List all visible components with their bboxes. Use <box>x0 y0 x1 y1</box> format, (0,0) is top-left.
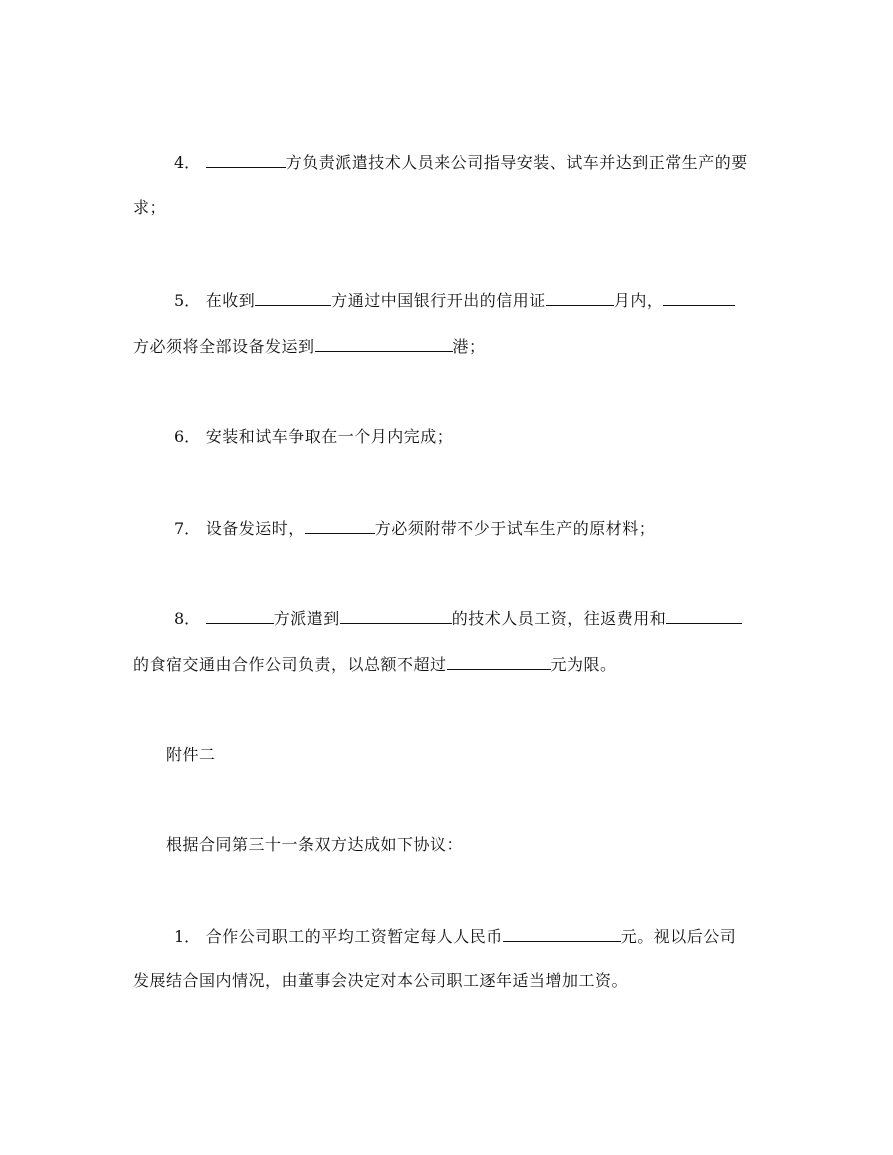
item-5-blank-party[interactable] <box>255 290 331 306</box>
item-8-blank-party[interactable] <box>206 608 274 624</box>
item-5-blank-port[interactable] <box>315 336 453 352</box>
appendix-item-1-text-b: 元。视以后公司 <box>620 927 737 946</box>
item-7-number: 7． <box>174 519 201 538</box>
item-5-text-a: 在收到 <box>205 291 256 310</box>
item-5-text-e: 港； <box>452 337 486 356</box>
appendix-intro <box>166 835 463 855</box>
item-5-blank-party-2[interactable] <box>663 290 735 306</box>
item-8-text-a: 方派遣到 <box>273 609 340 628</box>
item-5-line-1 <box>174 290 735 311</box>
item-4-line-2 <box>133 198 166 218</box>
item-4-text: 方负责派遣技术人员来公司指导安装、试车并达到正常生产的要 <box>285 153 748 172</box>
appendix-item-1-text-c: 发展结合国内情况，由董事会决定对本公司职工逐年适当增加工资。 <box>133 971 629 990</box>
item-7-text-b: 方必须附带不少于试车生产的原材料； <box>374 519 656 538</box>
item-8-line-1 <box>174 608 742 629</box>
appendix-item-1-line-1 <box>174 926 736 947</box>
item-8-text-d: 元为限。 <box>550 655 617 674</box>
appendix-item-1-text-a: 合作公司职工的平均工资暂定每人人民币 <box>205 927 503 946</box>
item-7-blank-party[interactable] <box>305 518 375 534</box>
appendix-item-1-number: 1． <box>174 927 201 946</box>
appendix-item-1-line-2 <box>133 971 628 991</box>
item-5-text-d: 方必须将全部设备发运到 <box>133 337 315 356</box>
item-5-text-c: 月内， <box>613 291 664 310</box>
item-8-number: 8． <box>174 609 201 628</box>
item-8-blank-party-2[interactable] <box>666 608 742 624</box>
item-4-text-continued: 求； <box>133 198 167 217</box>
item-5-blank-months[interactable] <box>546 290 614 306</box>
item-8-line-2 <box>133 654 617 675</box>
item-8-text-b: 的技术人员工资，往返费用和 <box>451 609 667 628</box>
item-5-number: 5． <box>174 291 201 310</box>
item-8-blank-amount[interactable] <box>447 654 551 670</box>
item-5-text-b: 方通过中国银行开出的信用证 <box>331 291 546 310</box>
item-8-blank-destination[interactable] <box>340 608 452 624</box>
item-8-text-c: 的食宿交通由合作公司负责，以总额不超过 <box>133 655 447 674</box>
item-4-blank-party[interactable] <box>206 152 286 168</box>
appendix-2-title: 附件二 <box>166 745 216 764</box>
appendix-item-1-blank-amount[interactable] <box>503 926 621 942</box>
item-6-line <box>174 427 453 447</box>
appendix-2-intro-text: 根据合同第三十一条双方达成如下协议： <box>166 835 464 854</box>
item-4-number: 4． <box>174 153 201 172</box>
item-7-line <box>174 518 655 539</box>
item-6-text: 安装和试车争取在一个月内完成； <box>205 427 454 446</box>
appendix-heading <box>166 745 216 765</box>
item-7-text-a: 设备发运时， <box>205 519 305 538</box>
item-4-line-1 <box>174 152 748 173</box>
item-5-line-2 <box>133 336 486 357</box>
item-6-number: 6． <box>174 427 201 446</box>
